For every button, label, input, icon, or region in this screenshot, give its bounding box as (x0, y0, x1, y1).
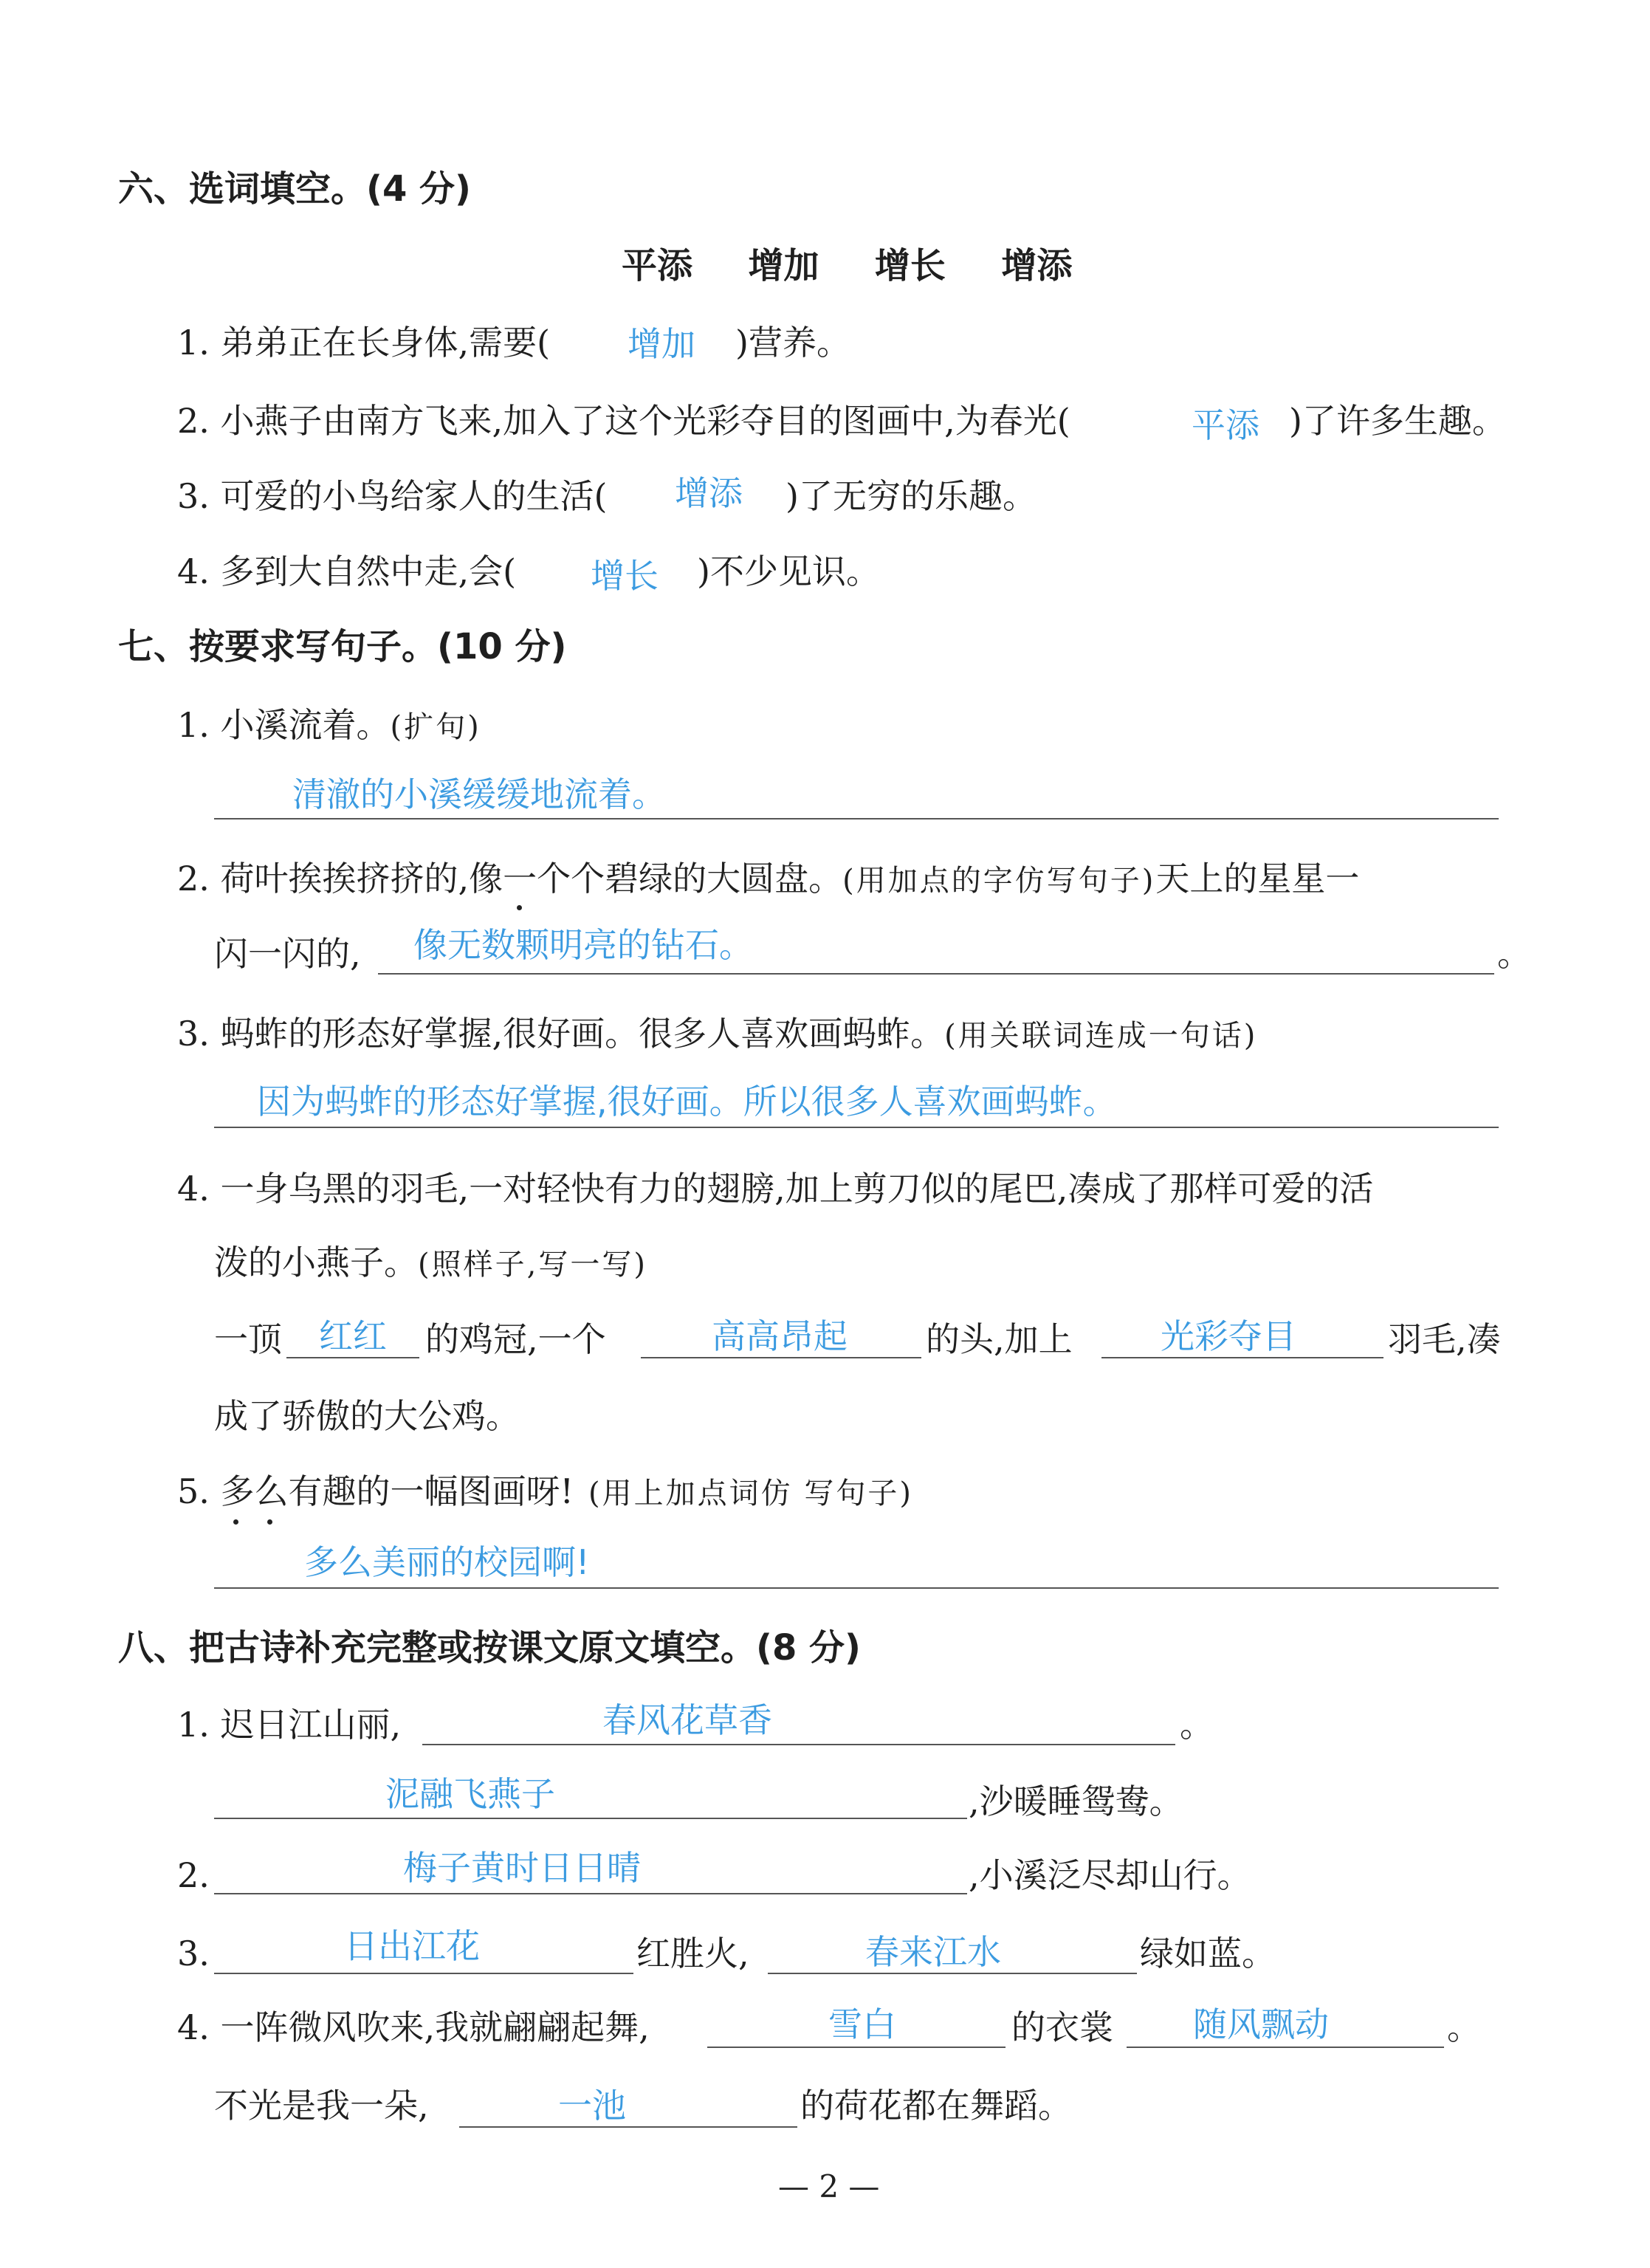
s7-q1-sentence: 1. 小溪流着。 (177, 705, 391, 745)
s6-q1-after: )营养。 (735, 323, 850, 362)
word-bank-item: 平添 (622, 245, 693, 286)
s8-q1-answer1: 春风花草香 (602, 1700, 772, 1740)
s8-q4-end: 。 (1447, 2007, 1481, 2047)
s7-q4-p3: 的头,加上 (926, 1319, 1073, 1359)
s7-q2-sentence: 2. 荷叶挨挨挤挤的,像一个个碧绿的大圆盘。 (177, 859, 843, 898)
s7-q4-p1: 一顶 (214, 1319, 282, 1359)
answer-line (214, 818, 1499, 819)
s8-q3-num: 3. (177, 1934, 210, 1973)
s7-q4-hint: (照样子,写一写) (418, 1248, 647, 1282)
s6-q4-after: )不少见识。 (697, 551, 880, 591)
emphasis-dot (517, 905, 522, 910)
word-bank (622, 244, 1072, 288)
s7-q2-hint: (用加点的字仿写句子) (842, 864, 1156, 898)
answer-line (1127, 2047, 1444, 2048)
word-bank-item: 增加 (748, 245, 819, 286)
answer-line (214, 1973, 633, 1974)
s7-q1-text (177, 703, 481, 749)
answer-line (707, 2047, 1006, 2048)
answer-line (214, 1127, 1499, 1128)
s7-q4-a3: 光彩夺目 (1161, 1316, 1296, 1356)
s8-q2-num: 2. (177, 1855, 210, 1895)
s8-q4-answer2: 随风飘动 (1193, 2004, 1329, 2044)
s7-q3-sentence: 3. 蚂蚱的形态好掌握,很好画。很多人喜欢画蚂蚱。 (177, 1014, 945, 1054)
answer-line (214, 1587, 1499, 1589)
s6-q2-after: )了许多生趣。 (1289, 401, 1506, 441)
s7-q4-a1: 红红 (319, 1316, 387, 1356)
section7-title: 七、按要求写句子。(10 分) (118, 626, 567, 667)
s7-q1-answer: 清澈的小溪缓缓地流着。 (292, 774, 666, 814)
s7-q2-end: 。 (1497, 934, 1531, 974)
s8-q4-before: 4. 一阵微风吹来,我就翩翩起舞, (177, 2007, 650, 2047)
s7-q2-answer: 像无数颗明亮的钻石。 (413, 925, 753, 965)
emphasis-dot (233, 1519, 238, 1525)
s7-q1-hint: (扩句) (390, 710, 481, 744)
section6-title: 六、选词填空。(4 分) (118, 168, 471, 210)
s7-q5-text (177, 1469, 913, 1516)
s8-q2-after: ,小溪泛尽却山行。 (969, 1855, 1251, 1895)
s8-q4-answer1: 雪白 (828, 2004, 896, 2044)
emphasis-dot (267, 1519, 272, 1525)
s7-q4-line4: 成了骄傲的大公鸡。 (214, 1396, 520, 1436)
s8-q3-after: 绿如蓝。 (1140, 1934, 1276, 1973)
s8-q4-line2-after: 的荷花都在舞蹈。 (800, 2086, 1072, 2126)
s8-q4-line2-before: 不光是我一朵, (214, 2086, 429, 2126)
s7-q4-a2: 高高昂起 (712, 1316, 848, 1356)
s8-q1-end1: 。 (1180, 1705, 1214, 1745)
answer-line (378, 973, 1494, 975)
s6-q3-after: )了无穷的乐趣。 (786, 476, 1037, 516)
s8-q2-answer: 梅子黄时日日晴 (403, 1848, 641, 1888)
page-number: — 2 — (778, 2168, 880, 2205)
s7-q2-line1 (177, 856, 1359, 903)
s7-q4-line2-text: 泼的小燕子。 (214, 1243, 418, 1282)
s6-q2-answer: 平添 (1192, 405, 1259, 445)
s8-q4-answer3: 一池 (558, 2086, 626, 2126)
answer-line (286, 1357, 419, 1358)
answer-line (422, 1744, 1175, 1745)
answer-line (768, 1973, 1137, 1974)
answer-line (214, 1893, 967, 1894)
s7-q5-hint: (用上加点词仿 写句子) (588, 1477, 913, 1511)
s6-q4-before: 4. 多到大自然中走,会( (177, 551, 517, 591)
s7-q2-text-tail: 天上的星星一 (1155, 859, 1360, 898)
s6-q4-answer: 增长 (591, 556, 659, 596)
s6-q2-before: 2. 小燕子由南方飞来,加入了这个光彩夺目的图画中,为春光( (177, 401, 1070, 441)
s8-q1-before: 1. 迟日江山丽, (177, 1705, 402, 1745)
word-bank-item: 增长 (874, 245, 946, 286)
answer-line (1101, 1357, 1383, 1358)
s6-q1-answer: 增加 (628, 324, 695, 364)
s8-q3-answer2: 春来江水 (865, 1932, 1001, 1972)
s7-q4-line2 (214, 1240, 647, 1287)
s8-q3-mid: 红胜火, (636, 1934, 749, 1973)
s6-q3-answer: 增添 (675, 473, 743, 513)
s7-q5-sentence: 5. 多么有趣的一幅图画呀! (177, 1471, 574, 1511)
s7-q3-hint: (用关联词连成一句话) (944, 1019, 1258, 1053)
s6-q3-before: 3. 可爱的小鸟给家人的生活( (177, 476, 608, 516)
s8-q1-answer2: 泥融飞燕子 (385, 1774, 555, 1814)
s7-q4-p2: 的鸡冠,一个 (425, 1319, 606, 1359)
s7-q3-answer: 因为蚂蚱的形态好掌握,很好画。所以很多人喜欢画蚂蚱。 (257, 1082, 1117, 1121)
s6-q1-before: 1. 弟弟正在长身体,需要( (177, 323, 551, 362)
s7-q3-text (177, 1011, 1257, 1058)
section8-title: 八、把古诗补充完整或按课文原文填空。(8 分) (118, 1627, 861, 1669)
answer-line (459, 2126, 797, 2128)
s8-q4-mid: 的衣裳 (1011, 2007, 1113, 2047)
answer-line (641, 1357, 921, 1358)
s7-q5-answer: 多么美丽的校园啊! (304, 1542, 590, 1582)
s7-q2-line2-prefix: 闪一闪的, (214, 934, 361, 974)
s8-q1-after2: ,沙暖睡鸳鸯。 (969, 1781, 1183, 1821)
s8-q3-answer1: 日出江花 (344, 1926, 480, 1966)
word-bank-item: 增添 (1001, 245, 1073, 286)
s7-q4-p4: 羽毛,凑 (1388, 1319, 1501, 1359)
answer-line (214, 1818, 967, 1819)
s7-q4-line1: 4. 一身乌黑的羽毛,一对轻快有力的翅膀,加上剪刀似的尾巴,凑成了那样可爱的活 (177, 1169, 1374, 1209)
